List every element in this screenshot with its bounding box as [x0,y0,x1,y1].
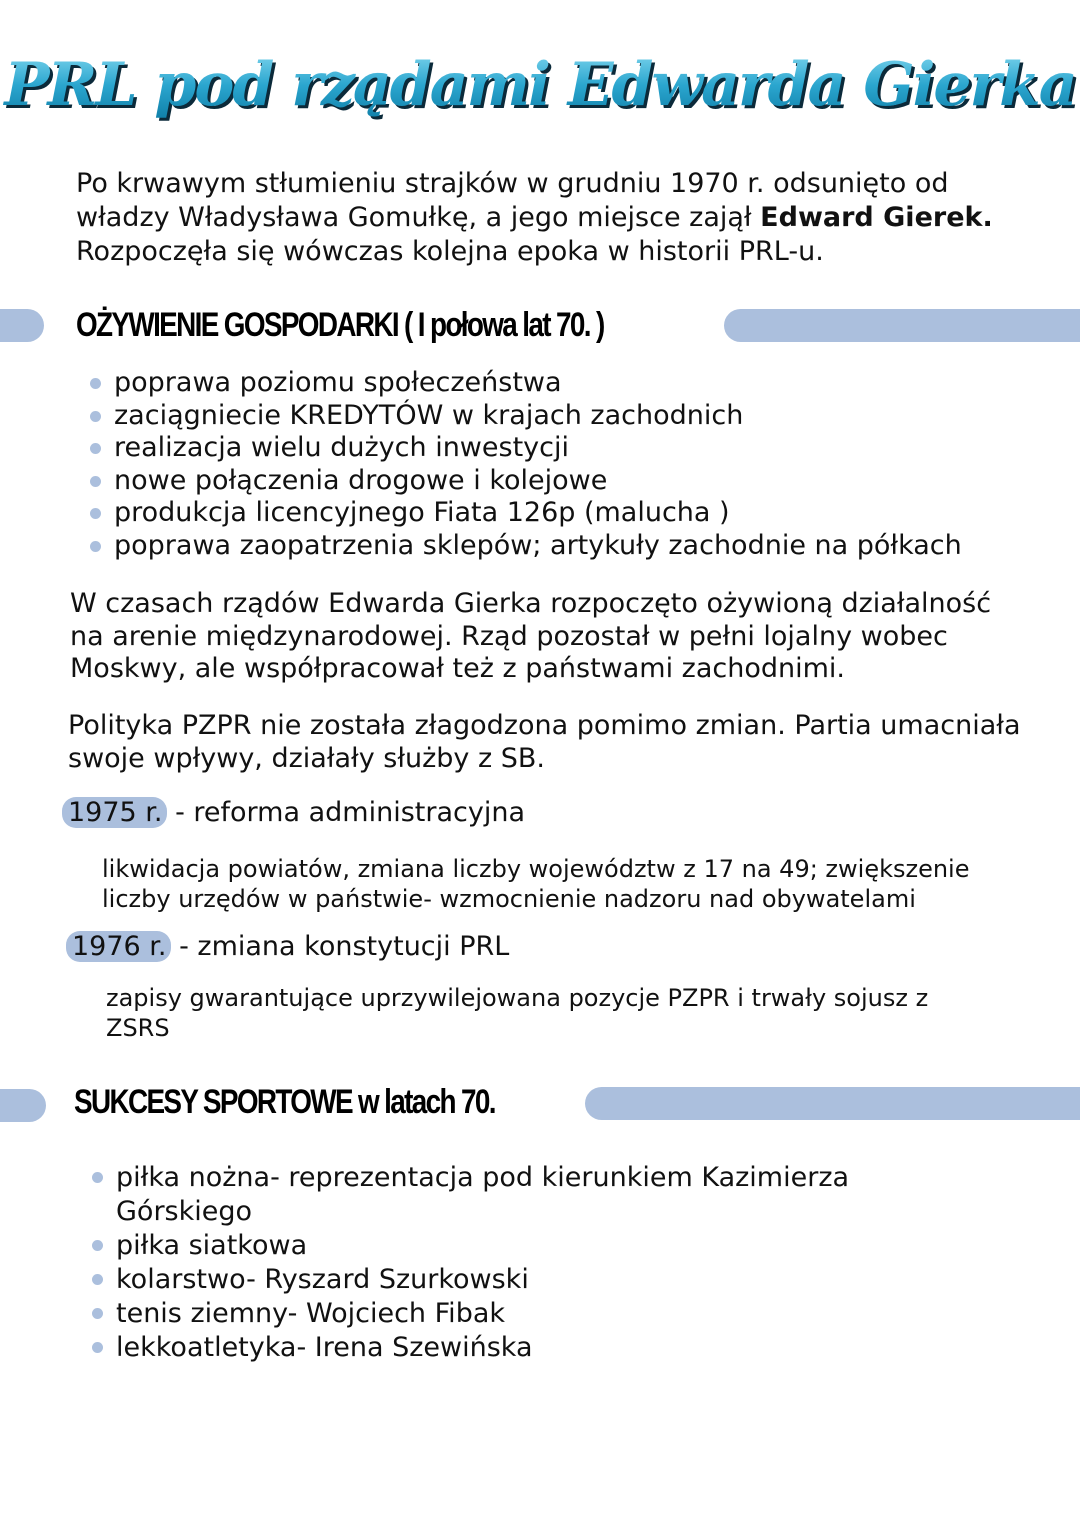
economy-bullet-list [84,367,1044,563]
bullet-icon [92,1240,103,1251]
list-item: poprawa poziomu społeczeństwa [84,367,1044,400]
bullet-icon [90,541,101,552]
heading-pill-left [0,309,44,342]
foreign-policy-paragraph: W czasach rządów Edwarda Gierka rozpoczęto ożywioną działalność na arenie międzynarodowej. Rząd pozostał w pełni lojalny wobec Moskwy, ale współpracował też z państwami zachodnimi. [70,588,992,684]
intro-text-end: Rozpoczęła się wówczas kolejna epoka w historii PRL-u. [76,236,824,267]
event-1975 [68,796,525,830]
bullet-icon [90,476,101,487]
bullet-icon [92,1308,103,1319]
heading-pill-right [724,309,1080,342]
sports-bullet-list [86,1161,906,1365]
list-item: produkcja licencyjnego Fiata 126p (malucha ) [84,497,1044,530]
event-1976 [72,930,509,964]
bullet-icon [92,1342,103,1353]
list-item: kolarstwo- Ryszard Szurkowski [86,1263,906,1297]
event-detail: likwidacja powiatów, zmiana liczby województw z 17 na 49; zwiększenie liczby urzędów w państwie- wzmocnienie nadzoru nad obywatelami [102,855,970,913]
event-title: - zmiana konstytucji PRL [170,931,510,962]
section-heading-sports: SUKCESY SPORTOWE w latach 70. [74,1083,495,1121]
year-highlight: 1975 r. [62,797,167,828]
heading-pill-right [585,1087,1080,1120]
section-heading-economy: OŻYWIENIE GOSPODARKI ( I połowa lat 70. ) [76,306,604,344]
pzpr-policy-paragraph: Polityka PZPR nie została złagodzona pomimo zmian. Partia umacniała swoje wpływy, działały służby z SB. [68,710,1021,774]
list-item: nowe połączenia drogowe i kolejowe [84,465,1044,498]
page-title: PRL pod rządami Edwarda Gierka [0,50,1080,120]
event-detail: zapisy gwarantujące uprzywilejowana pozycje PZPR i trwały sojusz z ZSRS [106,984,929,1042]
event-title: - reforma administracyjna [166,797,525,828]
intro-bold-name: Edward Gierek. [760,202,993,233]
heading-pill-left [0,1089,46,1122]
list-item: poprawa zaopatrzenia sklepów; artykuły zachodnie na półkach [84,530,1044,563]
intro-text: Po krwawym stłumieniu strajków w grudniu 1970 r. odsunięto od władzy Władysława Gomułkę, a jego miejsce zajął [76,168,949,233]
bullet-icon [92,1172,103,1183]
list-item: piłka nożna- reprezentacja pod kierunkiem Kazimierza Górskiego [86,1161,906,1229]
bullet-icon [90,443,101,454]
bullet-icon [90,378,101,389]
bullet-icon [92,1274,103,1285]
year-highlight: 1976 r. [66,931,171,962]
list-item: zaciągniecie KREDYTÓW w krajach zachodnich [84,400,1044,433]
list-item: piłka siatkowa [86,1229,906,1263]
intro-paragraph [76,167,1016,269]
bullet-icon [90,508,101,519]
list-item: tenis ziemny- Wojciech Fibak [86,1297,906,1331]
list-item: realizacja wielu dużych inwestycji [84,432,1044,465]
bullet-icon [90,411,101,422]
list-item: lekkoatletyka- Irena Szewińska [86,1331,906,1365]
